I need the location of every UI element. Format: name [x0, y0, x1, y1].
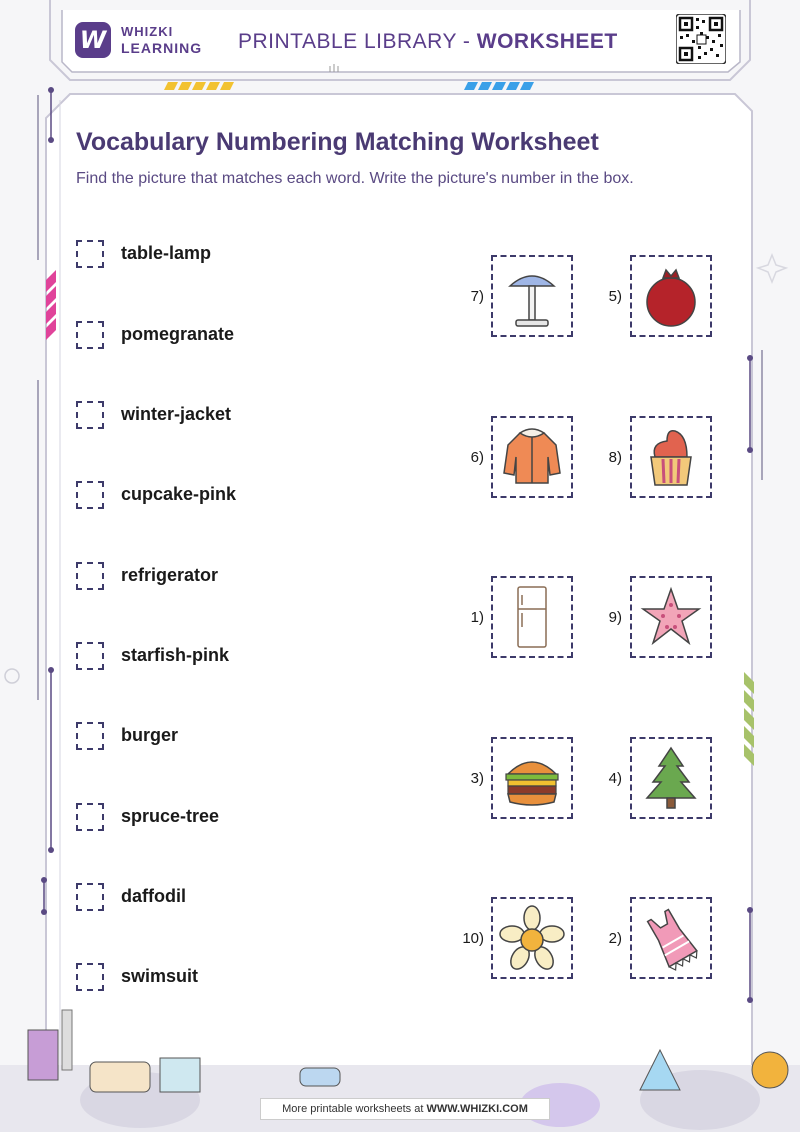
library-title [238, 30, 618, 54]
word-label: daffodil [121, 886, 186, 906]
cupcake-icon [637, 423, 705, 491]
footer-prefix: More printable worksheets at [282, 1103, 427, 1115]
picture-number: 1) [470, 609, 484, 626]
picture-number: 8) [608, 449, 622, 466]
answer-box[interactable] [76, 321, 104, 349]
picture-box [630, 416, 712, 498]
picture-number: 5) [608, 288, 622, 305]
brand-name [121, 23, 202, 57]
answer-box[interactable] [76, 562, 104, 590]
picture-number: 4) [608, 770, 622, 787]
answer-box[interactable] [76, 883, 104, 911]
picture-number: 10) [462, 930, 484, 947]
word-label: winter-jacket [121, 404, 232, 424]
pomegranate-icon [637, 262, 705, 330]
brand-line-2: LEARNING [121, 40, 203, 56]
word-label: refrigerator [121, 565, 219, 585]
picture-box [491, 897, 573, 979]
word-label: swimsuit [121, 966, 199, 986]
burger-icon [498, 744, 566, 812]
picture-number: 9) [608, 609, 622, 626]
brand-line-1: WHIZKI [121, 24, 174, 39]
winter-jacket-icon [498, 423, 566, 491]
answer-box[interactable] [76, 803, 104, 831]
picture-box [491, 255, 573, 337]
answer-box[interactable] [76, 963, 104, 991]
word-label: burger [121, 725, 179, 745]
picture-box [630, 576, 712, 658]
library-title-bold: WORKSHEET [476, 30, 618, 53]
word-label: spruce-tree [121, 806, 220, 826]
picture-box [630, 897, 712, 979]
blue-stripes [464, 82, 534, 90]
starfish-icon [637, 583, 705, 651]
picture-box [630, 255, 712, 337]
footer-link[interactable] [260, 1098, 550, 1120]
worksheet-title: Vocabulary Numbering Matching Worksheet [76, 128, 599, 156]
daffodil-icon [498, 904, 566, 972]
word-label: cupcake-pink [121, 484, 237, 504]
footer-site: WWW.WHIZKI.COM [426, 1103, 528, 1115]
picture-number: 6) [470, 449, 484, 466]
picture-box [491, 416, 573, 498]
picture-box [630, 737, 712, 819]
answer-box[interactable] [76, 481, 104, 509]
picture-box [491, 737, 573, 819]
word-label: pomegranate [121, 324, 235, 344]
picture-number: 2) [608, 930, 622, 947]
worksheet-instructions: Find the picture that matches each word. Write the picture's number in the box. [76, 170, 634, 187]
word-label: starfish-pink [121, 645, 230, 665]
answer-box[interactable] [76, 722, 104, 750]
answer-box[interactable] [76, 401, 104, 429]
refrigerator-icon [498, 583, 566, 651]
picture-number: 3) [470, 770, 484, 787]
answer-box[interactable] [76, 642, 104, 670]
swimsuit-icon [637, 904, 705, 972]
table-lamp-icon [498, 262, 566, 330]
library-title-prefix: PRINTABLE LIBRARY - [238, 30, 477, 53]
answer-box[interactable] [76, 240, 104, 268]
picture-number: 7) [470, 288, 484, 305]
spruce-tree-icon [637, 744, 705, 812]
yellow-stripes [164, 82, 234, 90]
picture-box [491, 576, 573, 658]
qr-code-icon [676, 14, 726, 64]
word-label: table-lamp [121, 243, 212, 263]
whizki-logo: W [75, 22, 111, 58]
